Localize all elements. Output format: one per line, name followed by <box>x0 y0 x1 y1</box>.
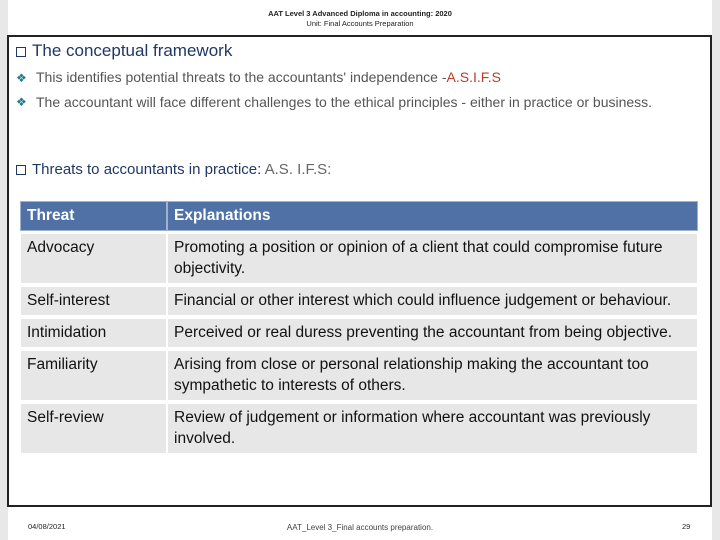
right-frame-strip <box>712 0 720 540</box>
threat-cell: Advocacy <box>20 233 167 284</box>
hollow-square-icon <box>16 47 26 57</box>
table-header-row <box>20 201 698 231</box>
threat-cell: Intimidation <box>20 318 167 348</box>
explanation-cell: Financial or other interest which could influence judgement or behaviour. <box>167 286 698 316</box>
footer-date: 04/08/2021 <box>28 522 66 531</box>
column-header-threat: Threat <box>20 201 167 231</box>
table-row <box>20 350 698 401</box>
bullet-item-2 <box>16 92 711 112</box>
subheading-main: Threats to accountants in practice: <box>32 161 262 178</box>
subheading-acronym: A.S. I.F.S: <box>261 161 332 178</box>
hollow-square-icon <box>16 165 26 175</box>
explanation-cell: Promoting a position or opinion of a client that could compromise future objectivity. <box>167 233 698 284</box>
footer-course: AAT_Level 3_Final accounts preparation. <box>286 523 434 532</box>
table-row <box>20 286 698 316</box>
bullet-2-text: The accountant will face different challenges to the ethical principles - either in practice or business. <box>36 94 653 110</box>
page-number: 29 <box>682 522 691 531</box>
header-title: AAT Level 3 Advanced Diploma in accounting: 2020 <box>268 9 452 18</box>
threat-cell: Familiarity <box>20 350 167 401</box>
header-unit: Unit: Final Accounts Preparation <box>306 19 414 28</box>
table-row <box>20 233 698 284</box>
diamond-icon: ❖ <box>16 71 27 85</box>
threat-cell: Self-interest <box>20 286 167 316</box>
explanation-cell: Perceived or real duress preventing the accountant from being objective. <box>167 318 698 348</box>
section-heading-text: The conceptual framework <box>32 41 233 60</box>
threat-cell: Self-review <box>20 403 167 454</box>
bullet-item-1 <box>16 67 501 88</box>
bullet-1-text: This identifies potential threats to the accountants' independence - <box>36 69 447 85</box>
threats-table <box>20 199 698 456</box>
diamond-icon: ❖ <box>16 95 27 109</box>
table-row <box>20 318 698 348</box>
table-row <box>20 403 698 454</box>
explanation-cell: Arising from close or personal relationship making the accountant too sympathetic to interests of others. <box>167 350 698 401</box>
subheading <box>16 161 331 178</box>
explanation-cell: Review of judgement or information where accountant was previously involved. <box>167 403 698 454</box>
bullet-1-accent: A.S.I.F.S <box>446 69 501 85</box>
section-heading <box>16 41 232 61</box>
column-header-explanations: Explanations <box>167 201 698 231</box>
